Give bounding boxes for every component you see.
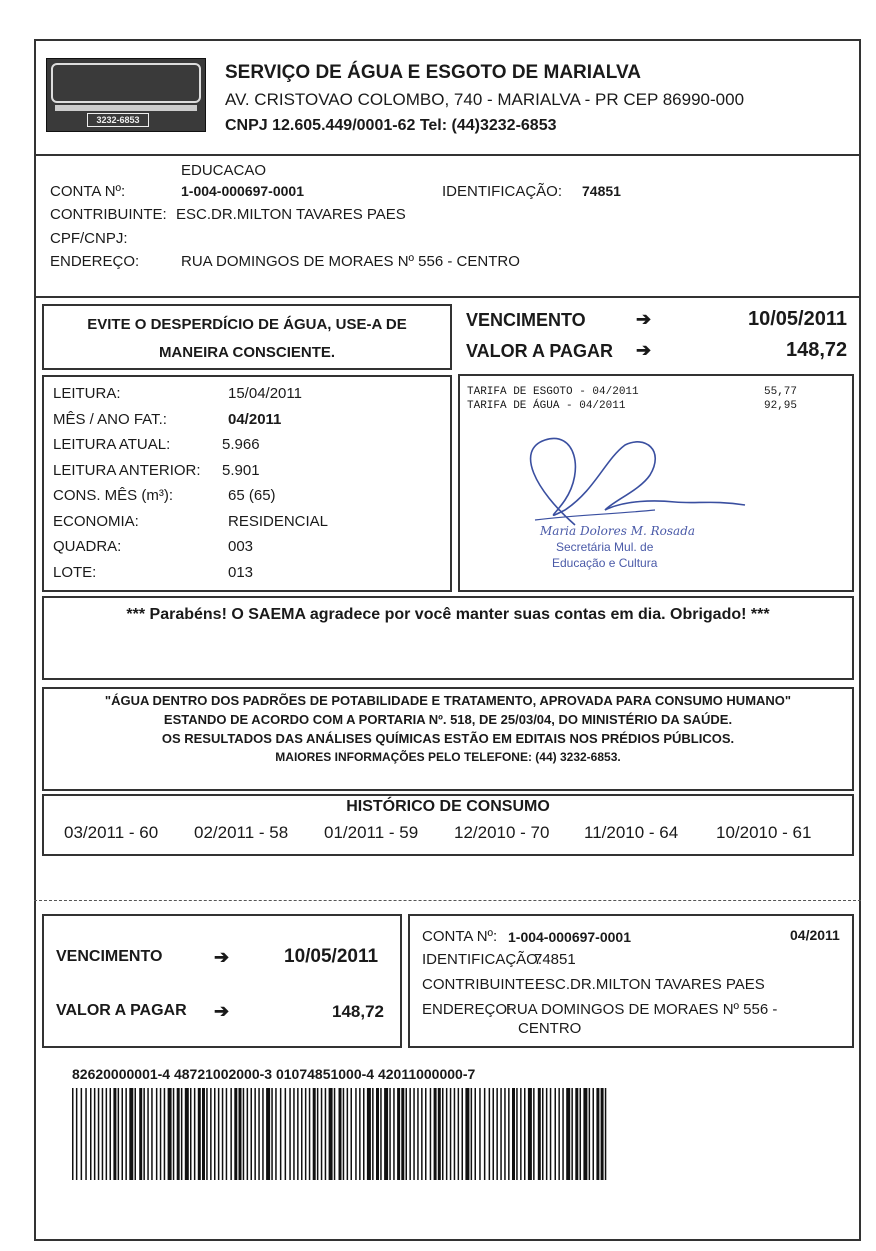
barcode-bar [285, 1088, 287, 1180]
reading-label: QUADRA: [53, 538, 122, 555]
barcode-bar [343, 1088, 345, 1180]
barcode-bar [230, 1088, 232, 1180]
barcode-bar [446, 1088, 448, 1180]
barcode-bar [234, 1088, 237, 1180]
arrow-right-icon: ➔ [214, 947, 230, 967]
barcode-bar [524, 1088, 526, 1180]
stub-contribuinte-label: CONTRIBUINTE: [422, 976, 539, 993]
stub-conta-value: 1-004-000697-0001 [508, 929, 631, 945]
stub-endereco-value: RUA DOMINGOS DE MORAES Nº 556 - [506, 1001, 778, 1018]
tariff-value: 92,95 [764, 400, 798, 412]
barcode-bar [512, 1088, 515, 1180]
quality-line3: OS RESULTADOS DAS ANÁLISES QUÍMICAS ESTÃO EM EDITAIS NOS PRÉDIOS PÚBLICOS. [161, 731, 735, 746]
contribuinte-label: CONTRIBUINTE: [50, 206, 167, 223]
barcode-bar [580, 1088, 582, 1180]
barcode-bar [271, 1088, 273, 1180]
ident-value: 74851 [582, 183, 621, 199]
history-item: 03/2011 - 60 [64, 823, 159, 842]
cut-line [34, 900, 861, 901]
barcode-bar [500, 1088, 502, 1180]
barcode-bar [262, 1088, 264, 1180]
vencimento-value: 10/05/2011 [748, 308, 847, 330]
barcode-bar [601, 1088, 604, 1180]
barcode-bar [538, 1088, 541, 1180]
barcode-bar [139, 1088, 142, 1180]
notice-line2: MANEIRA CONSCIENTE. [158, 344, 336, 361]
barcode-bar [430, 1088, 432, 1180]
barcode-bar [528, 1088, 532, 1180]
barcode-bar [571, 1088, 573, 1180]
barcode-bar [454, 1088, 456, 1180]
barcode-bar [94, 1088, 96, 1180]
barcode-bar [147, 1088, 149, 1180]
stamp-name: Maria Dolores M. Rosada [540, 524, 696, 538]
barcode-bar [143, 1088, 145, 1180]
barcode-bar [90, 1088, 92, 1180]
history-title: HISTÓRICO DE CONSUMO [346, 798, 550, 815]
history-item: 01/2011 - 59 [324, 823, 419, 842]
endereco-label: ENDEREÇO: [50, 253, 140, 270]
barcode-bar [562, 1088, 564, 1180]
barcode-bar [413, 1088, 415, 1180]
barcode-bar [450, 1088, 452, 1180]
barcode-bar [489, 1088, 491, 1180]
ident-label: IDENTIFICAÇÃO: [442, 183, 563, 200]
reading-label: CONS. MÊS (m³): [53, 487, 173, 504]
barcode-bar [596, 1088, 599, 1180]
arrow-right-icon: ➔ [636, 340, 652, 360]
barcode-bar [239, 1088, 242, 1180]
reading-value: 65 (65) [228, 487, 276, 504]
stub-ident-label: IDENTIFICAÇÃO: [422, 951, 543, 968]
barcode-bar [190, 1088, 192, 1180]
reading-label: MÊS / ANO FAT.: [53, 411, 167, 428]
barcode-bar [351, 1088, 353, 1180]
barcode-bar [135, 1088, 137, 1180]
barcode-bar [516, 1088, 518, 1180]
barcode-bar [247, 1088, 249, 1180]
barcode-bar [106, 1088, 108, 1180]
stamp-dept: Educação e Cultura [552, 556, 658, 570]
barcode-bar [583, 1088, 587, 1180]
barcode-bar [293, 1088, 295, 1180]
quality-line4: MAIORES INFORMAÇÕES PELO TELEFONE: (44) 3232-6853. [275, 750, 621, 764]
barcode-bar [164, 1088, 166, 1180]
conta-label: CONTA Nº: [50, 183, 126, 200]
quality-line2: ESTANDO DE ACORDO COM A PORTARIA Nº. 518, DE 25/03/04, DO MINISTÉRIO DA SAÚDE. [163, 712, 733, 727]
stub-conta-label: CONTA Nº: [422, 928, 498, 945]
barcode-bar [465, 1088, 469, 1180]
barcode-bar [325, 1088, 327, 1180]
saema-logo [46, 58, 206, 132]
barcode-bar [222, 1088, 224, 1180]
reading-label: LEITURA: [53, 385, 121, 402]
barcode-bar [254, 1088, 256, 1180]
endereco-value: RUA DOMINGOS DE MORAES Nº 556 - CENTRO [181, 253, 520, 270]
barcode-bar [168, 1088, 172, 1180]
thank-you-message: *** Parabéns! O SAEMA agradece por você manter suas contas em dia. Obrigado! *** [126, 606, 770, 623]
barcode-bar [160, 1088, 162, 1180]
barcode-bar [363, 1088, 365, 1180]
stub-period: 04/2011 [790, 927, 840, 943]
barcode-bar [438, 1088, 441, 1180]
reading-value: 5.901 [222, 462, 260, 479]
history-item: 12/2010 - 70 [454, 823, 550, 842]
barcode-bar [575, 1088, 578, 1180]
barcode-bar [520, 1088, 522, 1180]
barcode-bar [266, 1088, 270, 1180]
barcode-bar [359, 1088, 361, 1180]
logo-phone: 3232-6853 [87, 113, 149, 127]
barcode-bar [214, 1088, 216, 1180]
barcode-bar [458, 1088, 460, 1180]
stub-ident-value: 74851 [534, 951, 576, 968]
barcode-bar [334, 1088, 336, 1180]
barcode [70, 1088, 610, 1180]
barcode-bar [339, 1088, 342, 1180]
barcode-bar [504, 1088, 506, 1180]
barcode-bar [542, 1088, 544, 1180]
history-item: 11/2010 - 64 [584, 823, 679, 842]
barcode-bar [589, 1088, 591, 1180]
barcode-bar [280, 1088, 282, 1180]
barcode-bar [421, 1088, 423, 1180]
barcode-bar [566, 1088, 570, 1180]
reading-label: ECONOMIA: [53, 513, 139, 530]
barcode-bar [321, 1088, 323, 1180]
barcode-bar [384, 1088, 388, 1180]
reading-label: LOTE: [53, 564, 97, 581]
barcode-bar [110, 1088, 112, 1180]
barcode-bar [475, 1088, 477, 1180]
company-address: AV. CRISTOVAO COLOMBO, 740 - MARIALVA - PR CEP 86990-000 [225, 90, 745, 109]
barcode-bar [593, 1088, 595, 1180]
divider [34, 154, 861, 156]
message-box [42, 596, 854, 680]
barcode-bar [297, 1088, 299, 1180]
tariff-label: TARIFA DE ESGOTO - 04/2011 [467, 386, 639, 398]
stub-valor-label: VALOR A PAGAR [56, 1002, 187, 1019]
barcode-bar [496, 1088, 498, 1180]
barcode-bar [479, 1088, 481, 1180]
stamp-role: Secretária Mul. de [556, 540, 654, 554]
barcode-bar [558, 1088, 560, 1180]
barcode-bar [555, 1088, 557, 1180]
barcode-bar [118, 1088, 120, 1180]
reading-value: 5.966 [222, 436, 260, 453]
stub-valor-value: 148,72 [332, 1002, 384, 1021]
barcode-bar [129, 1088, 133, 1180]
stub-contribuinte-value: ESC.DR.MILTON TAVARES PAES [535, 976, 765, 993]
reading-value: 013 [228, 564, 254, 581]
barcode-bar [406, 1088, 408, 1180]
barcode-bar [355, 1088, 357, 1180]
quality-box [42, 687, 854, 791]
barcode-bar [508, 1088, 510, 1180]
barcode-bar [72, 1088, 74, 1180]
barcode-bar [329, 1088, 333, 1180]
barcode-bar [484, 1088, 486, 1180]
barcode-bar [434, 1088, 437, 1180]
barcode-bar [401, 1088, 404, 1180]
barcode-bar [533, 1088, 535, 1180]
barcode-bar [194, 1088, 196, 1180]
tariff-value: 55,77 [764, 386, 798, 398]
barcode-bar [305, 1088, 307, 1180]
barcode-bar [125, 1088, 127, 1180]
valor-value: 148,72 [786, 339, 848, 361]
barcode-bar [425, 1088, 427, 1180]
barcode-bar [317, 1088, 319, 1180]
barcode-bar [462, 1088, 464, 1180]
barcode-bar [210, 1088, 212, 1180]
barcode-bar [493, 1088, 495, 1180]
barcode-bar [397, 1088, 400, 1180]
reading-value: 04/2011 [228, 411, 282, 428]
barcode-bar [206, 1088, 208, 1180]
barcode-bar [550, 1088, 552, 1180]
reading-value: 15/04/2011 [228, 385, 302, 402]
conta-value: 1-004-000697-0001 [181, 183, 304, 199]
tariff-label: TARIFA DE ÁGUA - 04/2011 [467, 400, 626, 412]
barcode-bar [76, 1088, 78, 1180]
history-item: 02/2011 - 58 [194, 823, 289, 842]
stub-endereco-value-2: CENTRO [518, 1020, 582, 1037]
barcode-bar [218, 1088, 220, 1180]
barcode-digits: 82620000001-4 48721002000-3 01074851000-4 42011000000-7 [72, 1066, 476, 1082]
barcode-bar [442, 1088, 444, 1180]
barcode-bar [122, 1088, 124, 1180]
barcode-bar [367, 1088, 371, 1180]
barcode-bar [289, 1088, 291, 1180]
barcode-bar [417, 1088, 419, 1180]
barcode-bar [389, 1088, 391, 1180]
barcode-bar [85, 1088, 87, 1180]
barcode-bar [313, 1088, 316, 1180]
barcode-bar [151, 1088, 153, 1180]
barcode-bar [380, 1088, 382, 1180]
company-cnpj: CNPJ 12.605.449/0001-62 Tel: (44)3232-6853 [225, 117, 557, 134]
contribuinte-value: ESC.DR.MILTON TAVARES PAES [176, 206, 406, 223]
barcode-bar [546, 1088, 548, 1180]
barcode-bar [156, 1088, 158, 1180]
barcode-bar [181, 1088, 183, 1180]
barcode-bar [605, 1088, 607, 1180]
reading-value: 003 [228, 538, 254, 555]
reading-label: LEITURA ATUAL: [53, 436, 171, 453]
reading-box [42, 375, 452, 592]
stub-endereco-label: ENDEREÇO: [422, 1001, 512, 1018]
barcode-bar [409, 1088, 411, 1180]
barcode-bar [258, 1088, 260, 1180]
barcode-bar [202, 1088, 205, 1180]
vencimento-label: VENCIMENTO [466, 310, 586, 330]
barcode-bar [113, 1088, 116, 1180]
barcode-bar [177, 1088, 180, 1180]
barcode-bar [198, 1088, 201, 1180]
barcode-bar [243, 1088, 245, 1180]
valor-label: VALOR A PAGAR [466, 341, 613, 361]
barcode-bar [251, 1088, 253, 1180]
barcode-bar [471, 1088, 473, 1180]
barcode-bar [226, 1088, 228, 1180]
barcode-bar [102, 1088, 104, 1180]
divider [34, 296, 861, 298]
signature [515, 430, 750, 530]
history-item: 10/2010 - 61 [716, 823, 812, 842]
stub-vencimento-value: 10/05/2011 [284, 946, 379, 967]
barcode-bar [275, 1088, 277, 1180]
barcode-bar [301, 1088, 303, 1180]
cpf-label: CPF/CNPJ: [50, 230, 128, 247]
barcode-bar [173, 1088, 175, 1180]
barcode-bar [393, 1088, 395, 1180]
reading-label: LEITURA ANTERIOR: [53, 462, 201, 479]
barcode-bar [347, 1088, 349, 1180]
stub-payment-box [42, 914, 402, 1048]
barcode-bar [372, 1088, 374, 1180]
company-name: SERVIÇO DE ÁGUA E ESGOTO DE MARIALVA [225, 62, 641, 83]
account-category: EDUCACAO [181, 162, 267, 179]
stub-vencimento-label: VENCIMENTO [56, 948, 163, 965]
reading-value: RESIDENCIAL [228, 513, 329, 530]
stub-account-box [408, 914, 854, 1048]
barcode-bar [185, 1088, 189, 1180]
barcode-bar [309, 1088, 311, 1180]
quality-line1: "ÁGUA DENTRO DOS PADRÕES DE POTABILIDADE E TRATAMENTO, APROVADA PARA CONSUMO HUMANO" [104, 693, 792, 708]
notice-box [42, 304, 452, 370]
arrow-right-icon: ➔ [636, 309, 652, 329]
barcode-bar [376, 1088, 379, 1180]
notice-line1: EVITE O DESPERDÍCIO DE ÁGUA, USE-A DE [87, 316, 407, 333]
barcode-bar [98, 1088, 100, 1180]
barcode-bar [81, 1088, 83, 1180]
arrow-right-icon: ➔ [214, 1001, 230, 1021]
